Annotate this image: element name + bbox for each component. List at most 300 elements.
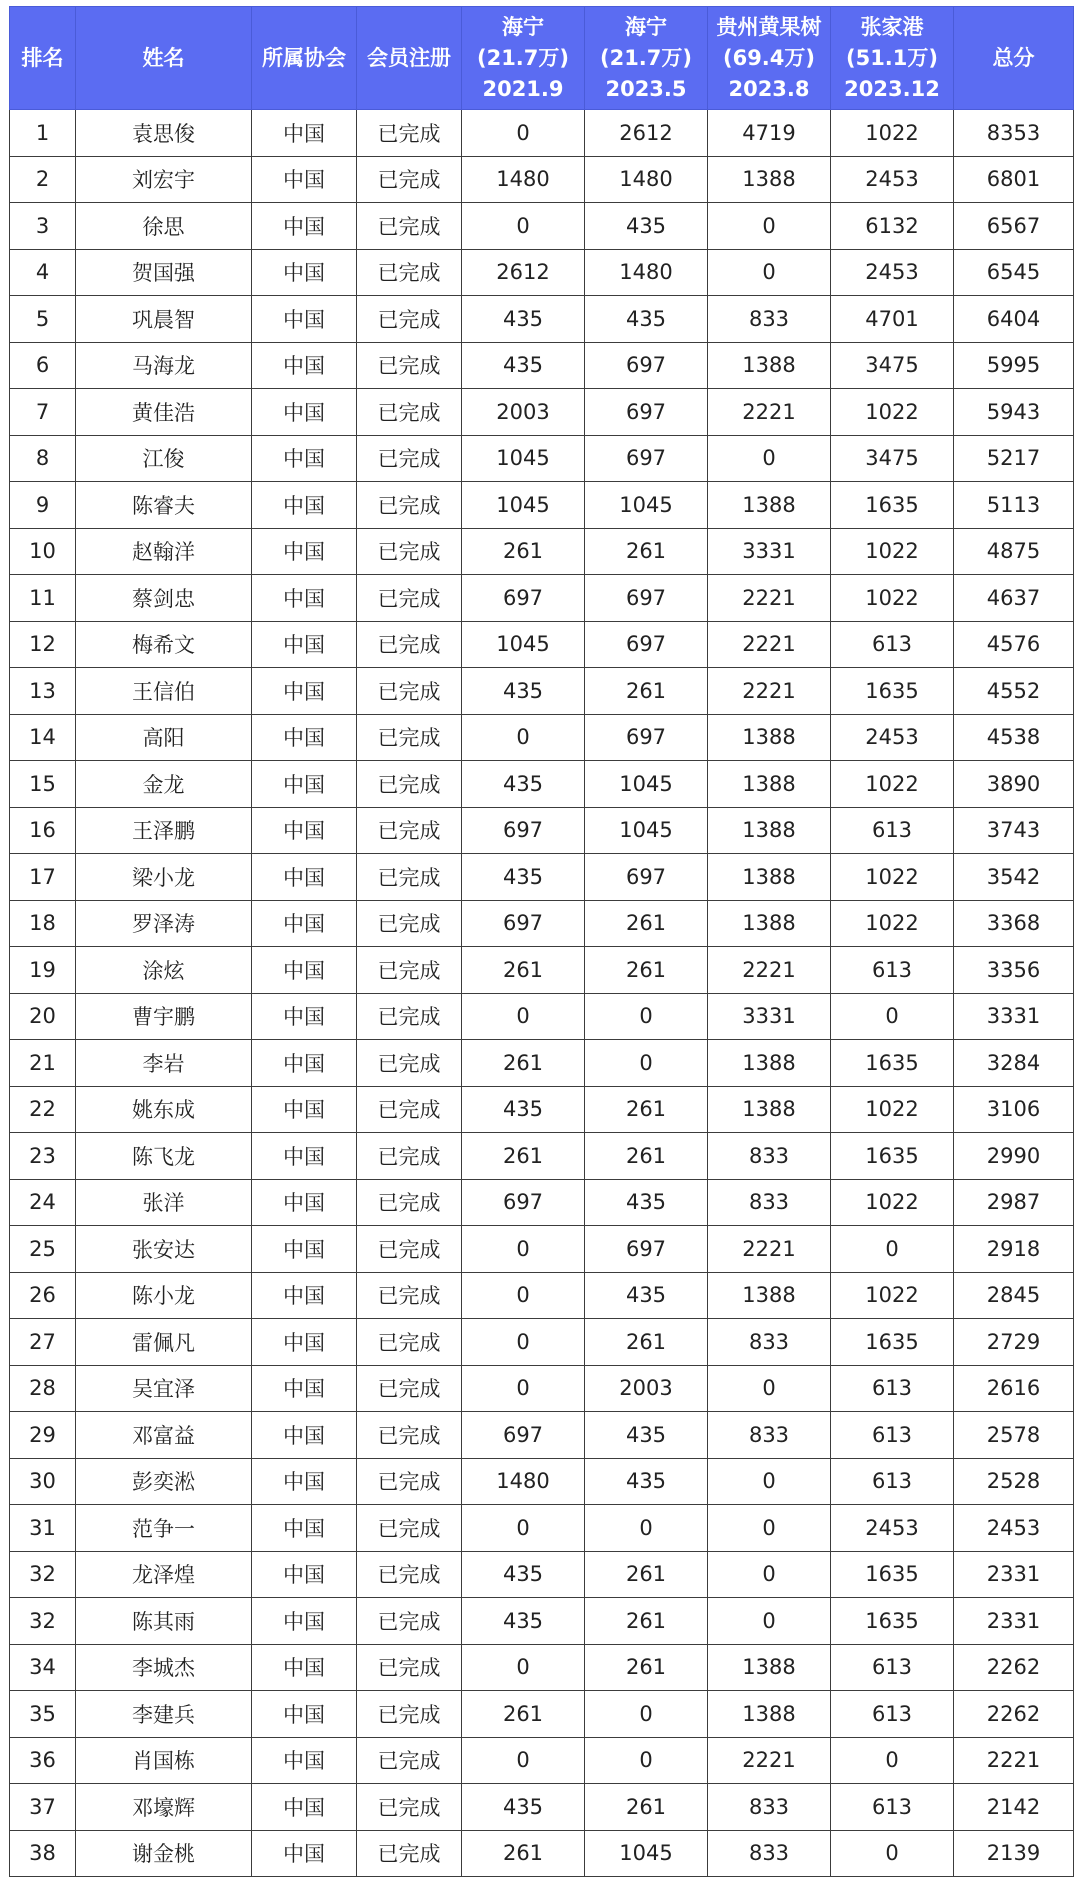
- cell-association: 中国: [252, 1319, 357, 1366]
- cell-event-2-score: 435: [585, 203, 708, 250]
- cell-name: 邓富益: [76, 1412, 252, 1459]
- cell-name: 王信伯: [76, 668, 252, 715]
- cell-association: 中国: [252, 1737, 357, 1784]
- cell-total: 2990: [954, 1133, 1074, 1180]
- cell-event-2-score: 261: [585, 528, 708, 575]
- cell-event-4-score: 613: [831, 1458, 954, 1505]
- cell-event-4-score: 1022: [831, 854, 954, 901]
- cell-event-1-score: 0: [462, 1226, 585, 1273]
- cell-member-registration: 已完成: [357, 1551, 462, 1598]
- cell-association: 中国: [252, 575, 357, 622]
- cell-event-3-score: 3331: [708, 993, 831, 1040]
- cell-event-1-score: 435: [462, 1086, 585, 1133]
- table-row: [10, 1598, 1074, 1645]
- header-association: 所属协会: [252, 7, 357, 110]
- cell-event-3-score: 0: [708, 1505, 831, 1552]
- cell-total: 2262: [954, 1644, 1074, 1691]
- table-row: [10, 807, 1074, 854]
- cell-event-1-score: 697: [462, 807, 585, 854]
- cell-total: 3106: [954, 1086, 1074, 1133]
- cell-association: 中国: [252, 1830, 357, 1877]
- cell-rank: 25: [10, 1226, 76, 1273]
- header-event-1: [462, 7, 585, 110]
- cell-event-2-score: 697: [585, 389, 708, 436]
- cell-event-3-score: 833: [708, 1319, 831, 1366]
- event-3-prize: (69.4万): [722, 45, 815, 70]
- cell-event-2-score: 435: [585, 1272, 708, 1319]
- cell-total: 8353: [954, 110, 1074, 157]
- cell-member-registration: 已完成: [357, 249, 462, 296]
- cell-member-registration: 已完成: [357, 1737, 462, 1784]
- cell-event-1-score: 435: [462, 342, 585, 389]
- cell-event-3-score: 0: [708, 1598, 831, 1645]
- cell-member-registration: 已完成: [357, 1691, 462, 1738]
- cell-event-4-score: 1022: [831, 575, 954, 622]
- cell-event-4-score: 2453: [831, 249, 954, 296]
- cell-rank: 37: [10, 1784, 76, 1831]
- cell-event-1-score: 697: [462, 900, 585, 947]
- cell-member-registration: 已完成: [357, 1505, 462, 1552]
- cell-event-3-score: 833: [708, 1784, 831, 1831]
- cell-event-1-score: 435: [462, 761, 585, 808]
- cell-rank: 19: [10, 947, 76, 994]
- cell-event-2-score: 261: [585, 947, 708, 994]
- cell-member-registration: 已完成: [357, 203, 462, 250]
- cell-member-registration: 已完成: [357, 807, 462, 854]
- cell-event-2-score: 261: [585, 1598, 708, 1645]
- cell-association: 中国: [252, 1784, 357, 1831]
- cell-name: 涂炫: [76, 947, 252, 994]
- header-event-4: [831, 7, 954, 110]
- cell-event-3-score: 1388: [708, 156, 831, 203]
- table-row: [10, 993, 1074, 1040]
- cell-total: 4552: [954, 668, 1074, 715]
- cell-event-4-score: 1635: [831, 1551, 954, 1598]
- cell-event-1-score: 0: [462, 110, 585, 157]
- cell-event-3-score: 0: [708, 435, 831, 482]
- cell-name: 肖国栋: [76, 1737, 252, 1784]
- table-row: [10, 1412, 1074, 1459]
- cell-event-1-score: 261: [462, 528, 585, 575]
- cell-event-2-score: 697: [585, 342, 708, 389]
- cell-association: 中国: [252, 1598, 357, 1645]
- cell-name: 袁思俊: [76, 110, 252, 157]
- table-row: [10, 389, 1074, 436]
- cell-member-registration: 已完成: [357, 1412, 462, 1459]
- cell-member-registration: 已完成: [357, 854, 462, 901]
- cell-event-1-score: 261: [462, 1133, 585, 1180]
- cell-event-1-score: 697: [462, 575, 585, 622]
- cell-rank: 13: [10, 668, 76, 715]
- cell-total: 5113: [954, 482, 1074, 529]
- header-member-registration: 会员注册: [357, 7, 462, 110]
- cell-association: 中国: [252, 1040, 357, 1087]
- cell-event-1-score: 261: [462, 1040, 585, 1087]
- cell-event-2-score: 435: [585, 296, 708, 343]
- cell-name: 徐思: [76, 203, 252, 250]
- cell-event-4-score: 2453: [831, 156, 954, 203]
- cell-association: 中国: [252, 1086, 357, 1133]
- cell-member-registration: 已完成: [357, 1272, 462, 1319]
- cell-total: 3331: [954, 993, 1074, 1040]
- table-row: [10, 621, 1074, 668]
- table-row: [10, 1319, 1074, 1366]
- cell-event-4-score: 0: [831, 1830, 954, 1877]
- cell-member-registration: 已完成: [357, 1830, 462, 1877]
- cell-event-1-score: 0: [462, 1365, 585, 1412]
- cell-total: 5995: [954, 342, 1074, 389]
- cell-total: 2918: [954, 1226, 1074, 1273]
- cell-event-4-score: 1022: [831, 1179, 954, 1226]
- cell-association: 中国: [252, 203, 357, 250]
- cell-event-1-score: 435: [462, 1784, 585, 1831]
- cell-total: 3368: [954, 900, 1074, 947]
- event-3-city: 贵州黄果树: [716, 14, 822, 39]
- cell-event-4-score: 1635: [831, 1319, 954, 1366]
- cell-name: 陈睿夫: [76, 482, 252, 529]
- cell-member-registration: 已完成: [357, 1319, 462, 1366]
- cell-event-3-score: 2221: [708, 1737, 831, 1784]
- cell-total: 2528: [954, 1458, 1074, 1505]
- cell-name: 陈飞龙: [76, 1133, 252, 1180]
- cell-association: 中国: [252, 993, 357, 1040]
- cell-event-1-score: 435: [462, 854, 585, 901]
- cell-member-registration: 已完成: [357, 296, 462, 343]
- cell-event-4-score: 613: [831, 807, 954, 854]
- cell-member-registration: 已完成: [357, 1458, 462, 1505]
- cell-rank: 11: [10, 575, 76, 622]
- cell-rank: 24: [10, 1179, 76, 1226]
- cell-event-1-score: 435: [462, 1551, 585, 1598]
- cell-event-1-score: 1045: [462, 435, 585, 482]
- cell-event-1-score: 0: [462, 1644, 585, 1691]
- cell-association: 中国: [252, 947, 357, 994]
- cell-rank: 17: [10, 854, 76, 901]
- cell-member-registration: 已完成: [357, 714, 462, 761]
- cell-event-2-score: 261: [585, 1644, 708, 1691]
- cell-event-2-score: 1045: [585, 807, 708, 854]
- cell-event-1-score: 697: [462, 1412, 585, 1459]
- table-row: [10, 1040, 1074, 1087]
- table-row: [10, 1505, 1074, 1552]
- cell-rank: 28: [10, 1365, 76, 1412]
- cell-event-4-score: 1635: [831, 482, 954, 529]
- table-row: [10, 854, 1074, 901]
- cell-event-2-score: 1480: [585, 249, 708, 296]
- cell-event-4-score: 613: [831, 1365, 954, 1412]
- cell-event-4-score: 1635: [831, 668, 954, 715]
- cell-event-2-score: 435: [585, 1412, 708, 1459]
- cell-event-1-score: 0: [462, 1272, 585, 1319]
- cell-event-4-score: 1635: [831, 1598, 954, 1645]
- cell-total: 3542: [954, 854, 1074, 901]
- cell-rank: 14: [10, 714, 76, 761]
- cell-event-3-score: 3331: [708, 528, 831, 575]
- header-event-2: [585, 7, 708, 110]
- cell-member-registration: 已完成: [357, 1784, 462, 1831]
- cell-association: 中国: [252, 1133, 357, 1180]
- cell-event-3-score: 2221: [708, 668, 831, 715]
- cell-association: 中国: [252, 296, 357, 343]
- cell-rank: 34: [10, 1644, 76, 1691]
- cell-association: 中国: [252, 1412, 357, 1459]
- event-2-prize: (21.7万): [599, 45, 692, 70]
- cell-rank: 21: [10, 1040, 76, 1087]
- cell-name: 高阳: [76, 714, 252, 761]
- cell-event-4-score: 1022: [831, 528, 954, 575]
- cell-event-1-score: 435: [462, 1598, 585, 1645]
- cell-event-2-score: 697: [585, 621, 708, 668]
- table-row: [10, 1179, 1074, 1226]
- cell-total: 2578: [954, 1412, 1074, 1459]
- cell-event-3-score: 1388: [708, 342, 831, 389]
- cell-total: 2453: [954, 1505, 1074, 1552]
- cell-event-4-score: 1022: [831, 389, 954, 436]
- event-4-date: 2023.12: [844, 76, 940, 101]
- table-row: [10, 342, 1074, 389]
- cell-member-registration: 已完成: [357, 993, 462, 1040]
- cell-association: 中国: [252, 1644, 357, 1691]
- table-row: [10, 1737, 1074, 1784]
- cell-event-4-score: 1022: [831, 1086, 954, 1133]
- cell-name: 梅希文: [76, 621, 252, 668]
- cell-total: 2139: [954, 1830, 1074, 1877]
- cell-event-2-score: 697: [585, 435, 708, 482]
- cell-event-2-score: 261: [585, 1551, 708, 1598]
- cell-event-4-score: 1022: [831, 900, 954, 947]
- cell-rank: 15: [10, 761, 76, 808]
- cell-name: 马海龙: [76, 342, 252, 389]
- cell-event-1-score: 2003: [462, 389, 585, 436]
- header-total: 总分: [954, 7, 1074, 110]
- cell-event-3-score: 4719: [708, 110, 831, 157]
- cell-rank: 32: [10, 1598, 76, 1645]
- cell-association: 中国: [252, 714, 357, 761]
- cell-rank: 5: [10, 296, 76, 343]
- cell-member-registration: 已完成: [357, 389, 462, 436]
- cell-association: 中国: [252, 1505, 357, 1552]
- cell-event-3-score: 833: [708, 1133, 831, 1180]
- cell-event-3-score: 1388: [708, 900, 831, 947]
- cell-event-4-score: 613: [831, 621, 954, 668]
- ranking-table-container: [9, 6, 1073, 1872]
- cell-total: 2845: [954, 1272, 1074, 1319]
- table-row: [10, 575, 1074, 622]
- cell-event-1-score: 0: [462, 1319, 585, 1366]
- cell-event-4-score: 613: [831, 947, 954, 994]
- cell-total: 5943: [954, 389, 1074, 436]
- cell-member-registration: 已完成: [357, 435, 462, 482]
- cell-member-registration: 已完成: [357, 1040, 462, 1087]
- cell-rank: 30: [10, 1458, 76, 1505]
- cell-event-4-score: 4701: [831, 296, 954, 343]
- cell-total: 4538: [954, 714, 1074, 761]
- cell-association: 中国: [252, 389, 357, 436]
- cell-name: 贺国强: [76, 249, 252, 296]
- cell-association: 中国: [252, 807, 357, 854]
- cell-member-registration: 已完成: [357, 1179, 462, 1226]
- event-4-city: 张家港: [860, 14, 924, 39]
- table-row: [10, 1458, 1074, 1505]
- cell-rank: 26: [10, 1272, 76, 1319]
- cell-event-1-score: 261: [462, 1830, 585, 1877]
- cell-association: 中国: [252, 1551, 357, 1598]
- cell-member-registration: 已完成: [357, 900, 462, 947]
- cell-event-2-score: 261: [585, 900, 708, 947]
- cell-event-4-score: 3475: [831, 435, 954, 482]
- cell-member-registration: 已完成: [357, 1365, 462, 1412]
- cell-rank: 31: [10, 1505, 76, 1552]
- cell-rank: 9: [10, 482, 76, 529]
- cell-association: 中国: [252, 668, 357, 715]
- cell-name: 刘宏宇: [76, 156, 252, 203]
- cell-association: 中国: [252, 1691, 357, 1738]
- event-1-date: 2021.9: [482, 76, 564, 101]
- table-row: [10, 249, 1074, 296]
- table-row: [10, 1551, 1074, 1598]
- cell-rank: 2: [10, 156, 76, 203]
- cell-event-2-score: 1045: [585, 1830, 708, 1877]
- cell-association: 中国: [252, 249, 357, 296]
- cell-association: 中国: [252, 435, 357, 482]
- cell-event-2-score: 0: [585, 1691, 708, 1738]
- cell-member-registration: 已完成: [357, 575, 462, 622]
- event-2-city: 海宁: [625, 14, 667, 39]
- cell-event-2-score: 435: [585, 1458, 708, 1505]
- table-row: [10, 714, 1074, 761]
- cell-event-2-score: 261: [585, 1086, 708, 1133]
- cell-event-2-score: 0: [585, 1040, 708, 1087]
- cell-member-registration: 已完成: [357, 482, 462, 529]
- event-1-city: 海宁: [502, 14, 544, 39]
- cell-member-registration: 已完成: [357, 528, 462, 575]
- header-event-3: [708, 7, 831, 110]
- cell-total: 3890: [954, 761, 1074, 808]
- cell-rank: 35: [10, 1691, 76, 1738]
- cell-association: 中国: [252, 1226, 357, 1273]
- cell-event-4-score: 613: [831, 1644, 954, 1691]
- cell-member-registration: 已完成: [357, 1644, 462, 1691]
- cell-rank: 32: [10, 1551, 76, 1598]
- table-row: [10, 1226, 1074, 1273]
- cell-total: 3356: [954, 947, 1074, 994]
- cell-member-registration: 已完成: [357, 1598, 462, 1645]
- cell-event-2-score: 697: [585, 714, 708, 761]
- cell-event-1-score: 0: [462, 993, 585, 1040]
- event-1-prize: (21.7万): [476, 45, 569, 70]
- table-row: [10, 156, 1074, 203]
- cell-total: 2262: [954, 1691, 1074, 1738]
- cell-name: 谢金桃: [76, 1830, 252, 1877]
- cell-name: 陈其雨: [76, 1598, 252, 1645]
- cell-association: 中国: [252, 1272, 357, 1319]
- cell-total: 3743: [954, 807, 1074, 854]
- table-row: [10, 1365, 1074, 1412]
- cell-event-3-score: 2221: [708, 1226, 831, 1273]
- cell-event-2-score: 261: [585, 668, 708, 715]
- cell-rank: 4: [10, 249, 76, 296]
- cell-total: 6404: [954, 296, 1074, 343]
- cell-rank: 23: [10, 1133, 76, 1180]
- cell-event-3-score: 833: [708, 296, 831, 343]
- cell-total: 4875: [954, 528, 1074, 575]
- cell-name: 金龙: [76, 761, 252, 808]
- cell-total: 4576: [954, 621, 1074, 668]
- cell-total: 2142: [954, 1784, 1074, 1831]
- cell-name: 姚东成: [76, 1086, 252, 1133]
- table-row: [10, 1784, 1074, 1831]
- cell-event-3-score: 2221: [708, 621, 831, 668]
- cell-name: 邓壕辉: [76, 1784, 252, 1831]
- cell-total: 2221: [954, 1737, 1074, 1784]
- cell-total: 2987: [954, 1179, 1074, 1226]
- cell-event-3-score: 0: [708, 203, 831, 250]
- cell-name: 范争一: [76, 1505, 252, 1552]
- cell-member-registration: 已完成: [357, 342, 462, 389]
- cell-name: 李城杰: [76, 1644, 252, 1691]
- cell-event-3-score: 1388: [708, 482, 831, 529]
- cell-event-3-score: 1388: [708, 714, 831, 761]
- cell-member-registration: 已完成: [357, 156, 462, 203]
- table-row: [10, 668, 1074, 715]
- cell-total: 6567: [954, 203, 1074, 250]
- table-body: [10, 110, 1074, 1877]
- cell-name: 雷佩凡: [76, 1319, 252, 1366]
- cell-name: 赵翰洋: [76, 528, 252, 575]
- cell-event-2-score: 435: [585, 1179, 708, 1226]
- cell-event-1-score: 261: [462, 1691, 585, 1738]
- cell-member-registration: 已完成: [357, 1226, 462, 1273]
- cell-event-4-score: 0: [831, 1737, 954, 1784]
- cell-event-1-score: 1480: [462, 1458, 585, 1505]
- cell-association: 中国: [252, 900, 357, 947]
- cell-event-4-score: 1022: [831, 1272, 954, 1319]
- cell-rank: 38: [10, 1830, 76, 1877]
- cell-association: 中国: [252, 1365, 357, 1412]
- cell-event-3-score: 1388: [708, 807, 831, 854]
- cell-member-registration: 已完成: [357, 1133, 462, 1180]
- table-row: [10, 1644, 1074, 1691]
- cell-name: 巩晨智: [76, 296, 252, 343]
- cell-rank: 10: [10, 528, 76, 575]
- cell-name: 蔡剑忠: [76, 575, 252, 622]
- cell-event-4-score: 613: [831, 1412, 954, 1459]
- cell-name: 陈小龙: [76, 1272, 252, 1319]
- cell-event-4-score: 3475: [831, 342, 954, 389]
- cell-member-registration: 已完成: [357, 947, 462, 994]
- cell-event-2-score: 697: [585, 1226, 708, 1273]
- cell-event-2-score: 2003: [585, 1365, 708, 1412]
- cell-event-2-score: 1480: [585, 156, 708, 203]
- table-row: [10, 947, 1074, 994]
- cell-event-2-score: 261: [585, 1784, 708, 1831]
- cell-member-registration: 已完成: [357, 1086, 462, 1133]
- header-rank: 排名: [10, 7, 76, 110]
- cell-name: 李建兵: [76, 1691, 252, 1738]
- table-row: [10, 1272, 1074, 1319]
- cell-event-2-score: 697: [585, 575, 708, 622]
- cell-rank: 16: [10, 807, 76, 854]
- cell-association: 中国: [252, 621, 357, 668]
- cell-event-4-score: 1635: [831, 1133, 954, 1180]
- cell-event-4-score: 6132: [831, 203, 954, 250]
- cell-event-3-score: 1388: [708, 1040, 831, 1087]
- cell-event-3-score: 1388: [708, 1691, 831, 1738]
- cell-event-3-score: 1388: [708, 1086, 831, 1133]
- cell-association: 中国: [252, 528, 357, 575]
- cell-event-1-score: 1480: [462, 156, 585, 203]
- cell-name: 曹宇鹏: [76, 993, 252, 1040]
